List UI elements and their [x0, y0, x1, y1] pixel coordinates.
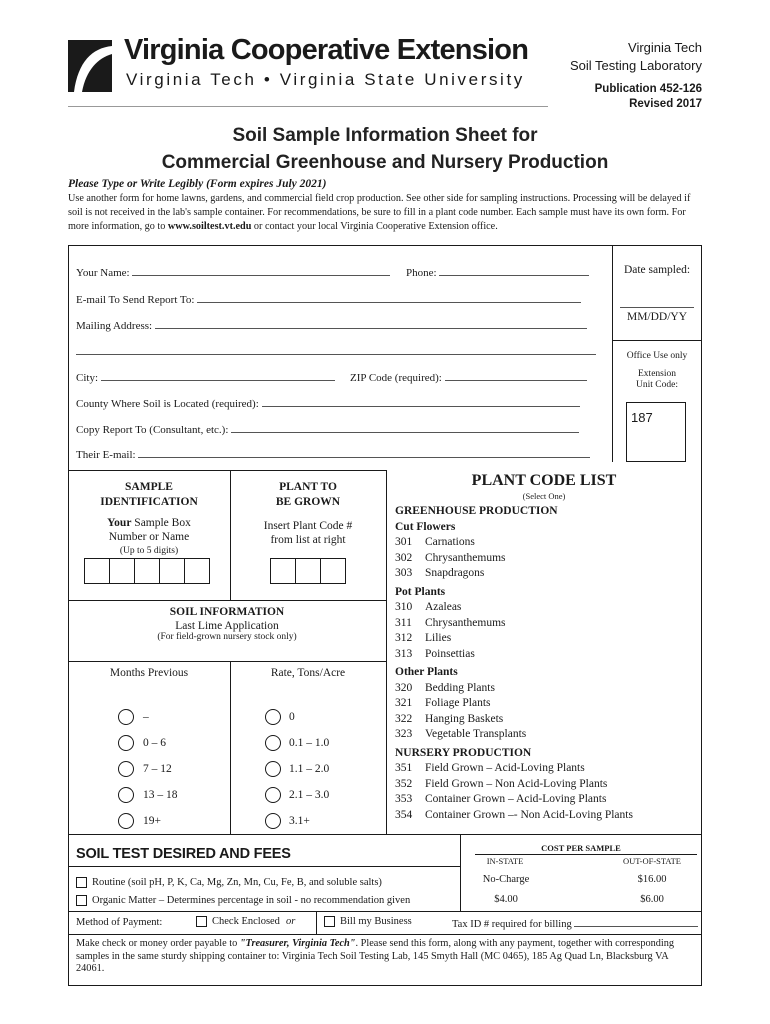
plant-code-name: Container Grown – Acid-Loving Plants [425, 793, 607, 805]
date-sampled-label: Date sampled: [623, 264, 691, 276]
plant-digit-box[interactable] [295, 558, 321, 584]
phone-field[interactable] [406, 266, 589, 279]
pot-plants-heading: Pot Plants [395, 585, 446, 598]
plant-code-item [395, 616, 633, 632]
sample-section-rule [68, 470, 386, 471]
out-of-state-header: OUT-OF-STATE [622, 856, 682, 866]
publication-number: Publication 452-126 [594, 83, 702, 95]
radio-icon[interactable] [265, 709, 281, 725]
routine-in-state-fee: No-Charge [482, 874, 530, 885]
office-use-label: Office Use only [626, 351, 688, 361]
plant-code-number: 312 [395, 632, 413, 644]
tax-id-field[interactable] [452, 917, 698, 930]
payment-method-label: Method of Payment: [76, 917, 163, 928]
greenhouse-heading: GREENHOUSE PRODUCTION [395, 505, 558, 517]
sample-id-line3: (Up to 5 digits) [119, 546, 179, 556]
plant-code-item [395, 647, 633, 663]
payment-rule-top [68, 911, 702, 912]
county-field[interactable] [76, 397, 580, 410]
sample-id-box-text: Sample Box [131, 517, 191, 529]
plant-code-number: 320 [395, 681, 413, 694]
tax-id-label: Tax ID # required for billing [452, 919, 572, 930]
sample-id-heading [68, 480, 230, 510]
plant-code-number: 301 [395, 536, 413, 548]
plant-code-name: Field Grown – Acid-Loving Plants [425, 762, 585, 774]
check-enclosed-option[interactable] [196, 916, 295, 927]
rate-option[interactable] [265, 730, 329, 756]
plant-code-name: Container Grown –- Non Acid-Loving Plants [425, 808, 633, 821]
plant-code-name: Hanging Baskets [425, 712, 504, 725]
months-option[interactable] [118, 704, 178, 730]
plant-code-name: Azaleas [425, 601, 462, 613]
your-name-label: Your Name: [76, 267, 130, 279]
checkbox-icon[interactable] [76, 895, 87, 906]
unit-code-value: 187 [631, 410, 653, 425]
email-label: E-mail To Send Report To: [76, 294, 195, 306]
months-previous-header: Months Previous [109, 667, 189, 679]
soil-info-heading: SOIL INFORMATION [169, 606, 285, 618]
plant-code-item [395, 681, 633, 697]
sample-digit-box[interactable] [109, 558, 135, 584]
sample-digit-box[interactable] [159, 558, 185, 584]
months-option[interactable] [118, 730, 178, 756]
soil-columns-divider [230, 661, 231, 834]
date-divider [612, 340, 702, 341]
date-format-hint: MM/DD/YY [626, 311, 688, 323]
payment-rule-bottom [68, 934, 702, 935]
radio-icon[interactable] [265, 813, 281, 829]
rate-option-label: 2.1 – 3.0 [289, 789, 330, 801]
mailing-instructions [76, 938, 696, 976]
header-rule [68, 106, 548, 107]
sample-id-instructions [68, 516, 230, 558]
mailing-address-field[interactable] [76, 319, 587, 332]
sample-id-input[interactable] [84, 558, 210, 584]
plant-code-item [395, 712, 633, 728]
months-option-label: 19+ [143, 815, 161, 827]
copy-report-field[interactable] [76, 423, 579, 436]
plant-heading-line1: PLANT TO [279, 481, 337, 493]
organic-matter-option[interactable] [76, 895, 410, 906]
plant-code-item [395, 792, 633, 808]
org-name: Virginia Cooperative Extension [124, 34, 529, 66]
plant-code-item [395, 808, 633, 824]
plant-code-name: Chrysanthemums [425, 616, 506, 629]
rate-option-label: 0.1 – 1.0 [289, 737, 330, 749]
routine-out-state-fee: $16.00 [637, 874, 667, 885]
instructions-heading: Please Type or Write Legibly (Form expires July 2021) [68, 178, 327, 190]
instructions-body [68, 192, 704, 234]
plant-code-line1: Insert Plant Code # [263, 520, 353, 532]
page-title-line1: Soil Sample Information Sheet for [232, 125, 538, 146]
plant-code-name: Foliage Plants [425, 697, 491, 709]
fees-section-rule [68, 834, 702, 835]
rate-option[interactable] [265, 704, 329, 730]
plant-code-input[interactable] [270, 558, 346, 584]
plant-code-item [395, 696, 633, 712]
lab-name-line2: Soil Testing Laboratory [569, 58, 702, 73]
sample-digit-box[interactable] [184, 558, 210, 584]
plant-code-number: 353 [395, 793, 413, 805]
checkbox-icon[interactable] [324, 916, 335, 927]
fees-title: SOIL TEST DESIRED AND FEES [76, 846, 291, 862]
plant-code-list [395, 504, 633, 823]
plant-code-item [395, 535, 633, 551]
zip-label: ZIP Code (required): [350, 372, 442, 384]
checkbox-icon[interactable] [196, 916, 207, 927]
sample-digit-box[interactable] [84, 558, 110, 584]
organic-out-state-fee: $6.00 [640, 894, 664, 905]
lab-name-line1: Virginia Tech [628, 40, 702, 55]
plant-to-grow-heading [230, 480, 386, 510]
months-option-label: 13 – 18 [143, 789, 178, 801]
plant-code-name: Lilies [425, 632, 452, 644]
plant-code-item [395, 761, 633, 777]
sample-id-line1 [68, 516, 230, 530]
radio-icon[interactable] [118, 709, 134, 725]
soil-info-sub1: Last Lime Application [175, 620, 279, 632]
organic-matter-label: Organic Matter – Determines percentage in soil - no recommendation given [92, 895, 411, 906]
routine-test-option[interactable] [76, 877, 382, 888]
plant-code-number: 313 [395, 647, 413, 660]
plant-code-instructions [230, 519, 386, 547]
months-options [118, 704, 178, 834]
rate-option-label: 3.1+ [289, 815, 310, 827]
organic-in-state-fee: $4.00 [494, 894, 518, 905]
plant-code-name: Field Grown – Non Acid-Loving Plants [425, 777, 608, 790]
bill-business-option[interactable] [324, 916, 412, 927]
plant-code-number: 352 [395, 777, 413, 790]
plant-digit-box[interactable] [270, 558, 296, 584]
soil-info-sub2: (For field-grown nursery stock only) [157, 632, 297, 642]
plant-heading-line2: BE GROWN [275, 496, 341, 508]
months-option[interactable] [118, 782, 178, 808]
radio-icon[interactable] [118, 761, 134, 777]
plant-code-name: Chrysanthemums [425, 551, 506, 564]
plant-code-number: 310 [395, 601, 413, 613]
fees-header-rule [68, 866, 460, 867]
rate-option[interactable] [265, 808, 329, 834]
check-enclosed-label: Check Enclosed [212, 916, 280, 927]
rate-options [265, 704, 329, 834]
cost-header-rule [475, 854, 697, 855]
soil-info-rule [68, 600, 386, 601]
plant-code-name: Carnations [425, 536, 475, 548]
radio-icon[interactable] [118, 787, 134, 803]
radio-icon[interactable] [265, 787, 281, 803]
your-name-field[interactable] [76, 266, 390, 279]
rate-option-label: 1.1 – 2.0 [289, 763, 330, 775]
date-sampled-input[interactable] [620, 307, 694, 308]
months-option[interactable] [118, 756, 178, 782]
months-option-label: 7 – 12 [143, 763, 172, 775]
checkbox-icon[interactable] [76, 877, 87, 888]
cost-per-sample-header: COST PER SAMPLE [541, 843, 621, 853]
plant-code-item [395, 551, 633, 567]
extension-unit-label-line2: Unit Code: [636, 380, 678, 390]
sample-id-line2: Number or Name [108, 531, 190, 543]
in-state-header: IN-STATE [486, 856, 524, 866]
payment-divider [316, 911, 317, 934]
plant-code-number: 354 [395, 808, 413, 821]
plant-code-number: 311 [395, 616, 412, 629]
their-email-field[interactable] [76, 448, 590, 461]
zip-field[interactable] [350, 371, 587, 384]
copy-report-label: Copy Report To (Consultant, etc.): [76, 424, 229, 436]
phone-label: Phone: [406, 267, 437, 279]
radio-icon[interactable] [265, 735, 281, 751]
radio-icon[interactable] [118, 813, 134, 829]
months-option-label: 0 – 6 [143, 737, 166, 749]
city-field[interactable] [76, 371, 335, 384]
radio-icon[interactable] [118, 735, 134, 751]
city-label: City: [76, 372, 99, 384]
other-plants-heading: Other Plants [395, 666, 458, 678]
nursery-heading: NURSERY PRODUCTION [395, 746, 532, 759]
soil-columns-rule [68, 661, 386, 662]
plant-code-number: 323 [395, 728, 413, 740]
extension-unit-label-line1: Extension [638, 369, 676, 379]
plant-code-number: 322 [395, 712, 413, 725]
sample-id-your: Your [107, 517, 132, 529]
mailing-address-line2[interactable] [76, 345, 596, 355]
plant-code-number: 321 [395, 697, 413, 709]
plant-code-name: Vegetable Transplants [425, 728, 527, 740]
org-subtitle: Virginia Tech • Virginia State University [126, 70, 525, 89]
or-label: or [285, 916, 296, 927]
website-link[interactable]: www.soiltest.vt.edu [167, 221, 252, 232]
payee-name: "Treasurer, Virginia Tech" [239, 938, 356, 949]
soil-info-header [68, 606, 386, 642]
plant-code-select-hint: (Select One) [522, 491, 566, 501]
footer-text-1: Make check or money order payable to [76, 938, 240, 949]
plant-code-item [395, 600, 633, 616]
plant-code-name: Snapdragons [425, 567, 485, 579]
sample-id-heading-line1: SAMPLE [125, 481, 173, 493]
plant-code-item [395, 727, 633, 743]
plant-code-list-title: PLANT CODE LIST [471, 472, 617, 489]
plant-code-number: 351 [395, 762, 413, 774]
plant-code-number: 302 [395, 551, 413, 564]
left-panel-right-border [386, 470, 387, 834]
instructions-text-2: or contact your local Virginia Cooperative Extension office. [251, 221, 498, 232]
plant-digit-box[interactable] [320, 558, 346, 584]
sample-id-heading-line2: IDENTIFICATION [100, 496, 198, 508]
radio-icon[interactable] [265, 761, 281, 777]
plant-code-item [395, 631, 633, 647]
sample-digit-box[interactable] [134, 558, 160, 584]
plant-code-item [395, 777, 633, 793]
plant-code-line2: from list at right [270, 534, 346, 546]
rate-header: Rate, Tons/Acre [270, 667, 346, 679]
plant-code-name: Poinsettias [425, 647, 475, 660]
rate-option-label: 0 [289, 711, 295, 723]
routine-test-label: Routine (soil pH, P, K, Ca, Mg, Zn, Mn, Cu, Fe, B, and soluble salts) [92, 877, 382, 888]
revision-year: Revised 2017 [629, 98, 702, 110]
months-option[interactable] [118, 808, 178, 834]
vce-logo-icon [68, 40, 112, 92]
county-label: County Where Soil is Located (required): [76, 398, 259, 410]
instructions-text-1: Use another form for home lawns, gardens, and commercial field crop production. See other side for sampling instructions. Processing will be delayed if soil is not received in the lab's sample container. For recommendations, be sure to fill in a plant code number. Each sample must have its own form. For more information, go to [68, 193, 691, 232]
rate-option[interactable] [265, 782, 329, 808]
cut-flowers-heading: Cut Flowers [395, 520, 456, 533]
footer-text-2: . Please send this form, along with any payment, together with corresponding samples in the same sturdy shipping container to: Virginia Tech Soil Testing Lab, 145 Smyth Hall (MC 0465), 185 Ag Quad Ln, Blacksburg VA 24061. [76, 938, 675, 974]
mailing-address-label: Mailing Address: [76, 320, 153, 332]
plant-code-name: Bedding Plants [425, 681, 495, 694]
bill-business-label: Bill my Business [340, 916, 412, 927]
their-email-label: Their E-mail: [76, 449, 136, 461]
months-option-label: – [143, 711, 149, 723]
rate-option[interactable] [265, 756, 329, 782]
page-title-line2: Commercial Greenhouse and Nursery Production [161, 152, 609, 173]
plant-code-number: 303 [395, 567, 413, 579]
plant-code-item [395, 566, 633, 582]
email-field[interactable] [76, 293, 581, 306]
